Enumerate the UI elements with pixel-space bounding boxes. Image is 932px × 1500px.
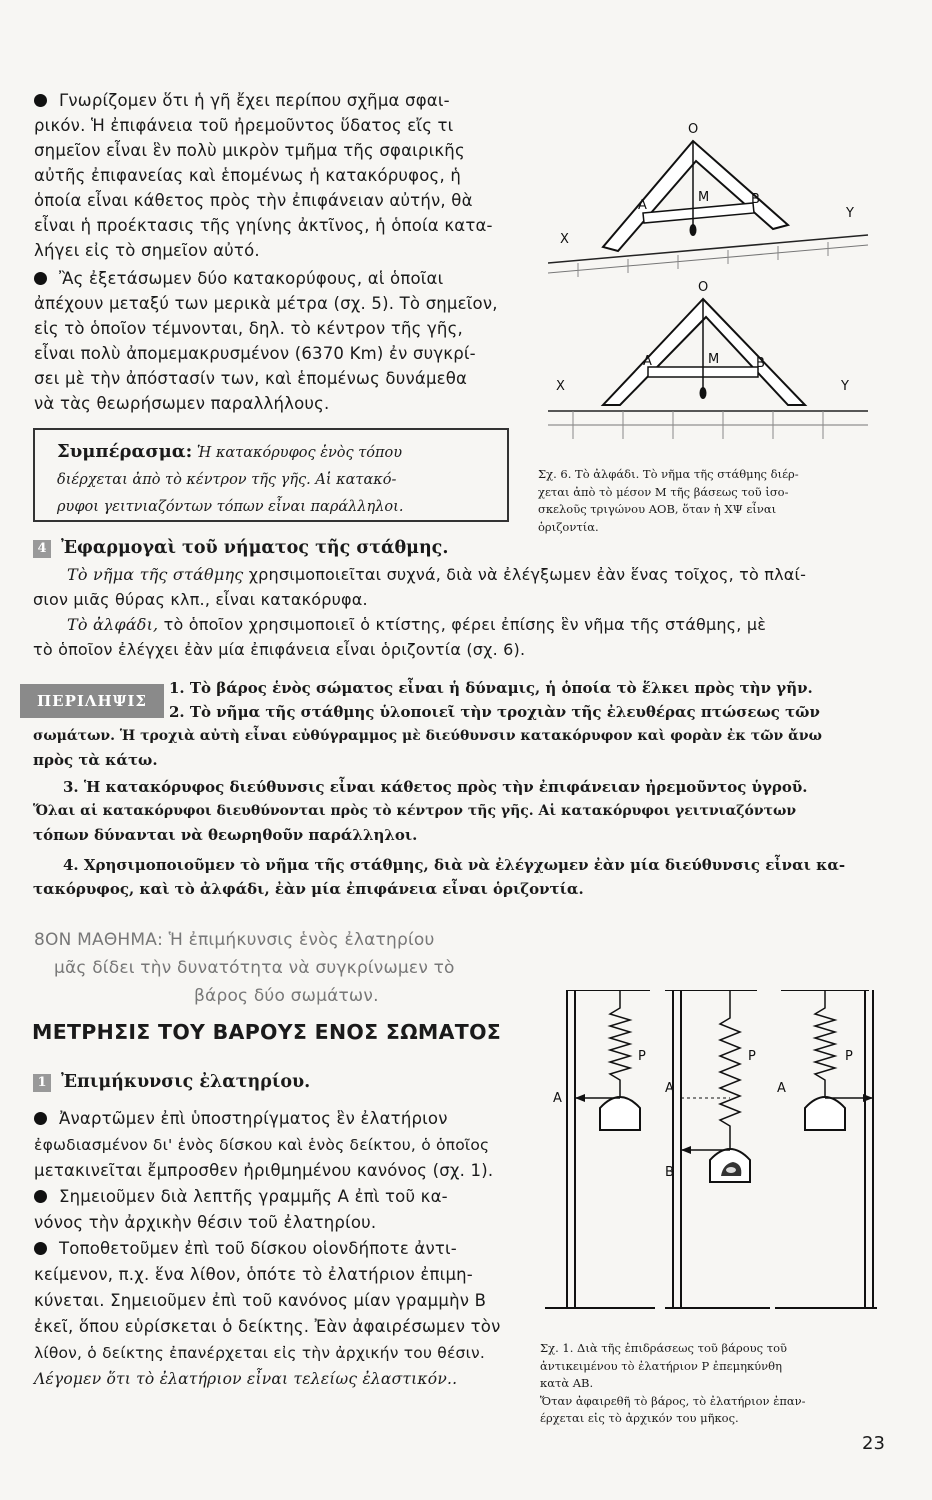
summary-line: τακόρυφος, καὶ τὸ ἀλφάδι, ἐὰν μία ἐπιφάνεια εἶναι ὁριζοντία. — [33, 880, 584, 898]
text-line: ἐφωδιασμένον δι' ἑνὸς δίσκου καὶ ἑνὸς δείκτου, ὁ ὁποῖος — [34, 1136, 490, 1154]
summary-line: 3. Ἡ κατακόρυφος διεύθυνσις εἶναι κάθετος πρὸς τὴν ἐπιφάνειαν ἠρεμοῦντος ὑγροῦ. — [63, 778, 808, 796]
text-line: μετακινεῖται ἔμπροσθεν ἠριθμημένου κανόνος (σχ. 1). — [34, 1161, 494, 1180]
label-b: B — [756, 356, 765, 371]
label-x: X — [560, 232, 569, 247]
text-line: κείμενον, π.χ. ἕνα λίθον, ὁπότε τὸ ἐλατήριον ἐπιμη- — [34, 1265, 473, 1284]
paragraph-applications — [33, 562, 893, 662]
italic-term: Τὸ ἀλφάδι, — [67, 615, 159, 634]
text-line: βάρος δύο σωμάτων. — [194, 986, 379, 1006]
label-p: P — [845, 1049, 853, 1064]
text-line: Γνωρίζομεν ὅτι ἡ γῆ ἔχει περίπου σχῆμα σφαι- — [34, 88, 504, 113]
label-m: M — [698, 190, 710, 205]
text-line: σημεῖον εἶναι ἓν πολὺ μικρὸν τμῆμα τῆς σφαιρικῆς — [34, 141, 465, 160]
text-line: εἰς τὸ ὁποῖον τέμνονται, δηλ. τὸ κέντρον τῆς γῆς, — [34, 319, 463, 338]
chapter-title: ΜΕΤΡΗΣΙΣ ΤΟΥ ΒΑΡΟΥΣ ΕΝΟΣ ΣΩΜΑΤΟΣ — [32, 1020, 502, 1044]
bullet-icon — [34, 272, 47, 285]
paragraph-spring — [34, 1106, 519, 1392]
summary-badge: ΠΕΡΙΛΗΨΙΣ — [20, 684, 164, 718]
text-line: τὸ ὁποῖον ἐλέγχει ἐὰν μία ἐπιφάνεια εἶναι ὁριζοντία (σχ. 6). — [33, 640, 526, 659]
bullet-icon — [34, 94, 47, 107]
label-p: P — [638, 1049, 646, 1064]
text-line: νὰ τὰς θεωρήσωμεν παραλλήλους. — [34, 394, 330, 413]
caption-line: χεται ἀπὸ τὸ μέσον Μ τῆς βάσεως τοῦ ἰσο- — [538, 484, 789, 499]
summary-line: τόπων δύνανται νὰ θεωρηθοῦν παράλληλοι. — [33, 826, 418, 844]
section-title: Ἐφαρμογαὶ τοῦ νήματος τῆς στάθμης. — [61, 538, 449, 558]
label-m: M — [708, 352, 720, 367]
caption-line: ὁριζοντία. — [538, 519, 599, 534]
text-line: μᾶς δίδει τὴν δυνατότητα νὰ συγκρίνωμεν τὸ — [54, 958, 455, 978]
text-line: ὁποία εἶναι κάθετος πρὸς τὴν ἐπιφάνειαν αὐτήν, θὰ — [34, 191, 473, 210]
label-a: A — [643, 354, 652, 369]
bullet-icon — [34, 1190, 47, 1203]
section-number: 1 — [33, 1074, 51, 1092]
label-o: O — [698, 280, 709, 295]
bullet-icon — [34, 1112, 47, 1125]
conclusion-label: Συμπέρασμα: — [57, 441, 193, 462]
conclusion-text: διέρχεται ἀπὸ τὸ κέντρον τῆς γῆς. Αἱ κατακό- — [57, 472, 397, 488]
caption-line: έρχεται εἰς τὸ ἀρχικόν του μῆκος. — [540, 1411, 739, 1425]
bullet-icon — [34, 1242, 47, 1255]
summary-line: πρὸς τὰ κάτω. — [33, 751, 158, 769]
lesson-8-note — [34, 926, 534, 1010]
paragraph-two-verticals — [34, 266, 504, 416]
text-line: ρικόν. Ἡ ἐπιφάνεια τοῦ ἠρεμοῦντος ὕδατος εἴς τι — [34, 116, 454, 135]
label-a: A — [638, 198, 647, 213]
text-line: λήγει εἰς τὸ σημεῖον αὐτό. — [34, 241, 260, 260]
summary-line: 2. Τὸ νῆμα τῆς στάθμης ὑλοποιεῖ τὴν τροχιὰν τῆς ἐλευθέρας πτώσεως τῶν — [169, 703, 820, 721]
caption-line: Σχ. 1. Διὰ τῆς ἐπιδράσεως τοῦ βάρους τοῦ — [540, 1341, 787, 1355]
text-line: νόνος τὴν ἀρχικὴν θέσιν τοῦ ἐλατηρίου. — [34, 1213, 377, 1232]
label-a: A — [777, 1081, 786, 1096]
conclusion-box — [33, 428, 509, 522]
label-a: A — [665, 1081, 674, 1096]
italic-term: Τὸ νῆμα τῆς στάθμης — [67, 565, 244, 584]
figure-1-caption — [540, 1340, 890, 1428]
text-line: Τοποθετοῦμεν ἐπὶ τοῦ δίσκου οἱονδήποτε ἀντι- — [34, 1236, 519, 1262]
label-b: B — [751, 192, 760, 207]
figure-6-spirit-level — [548, 105, 878, 465]
label-y: Y — [846, 206, 854, 221]
summary-line: 1. Τὸ βάρος ἑνὸς σώματος εἶναι ἡ δύναμις, ἡ ὁποία τὸ ἕλκει πρὸς τὴν γῆν. — [169, 679, 813, 697]
text-line: αὐτῆς ἐπιφανείας καὶ ἑπομένως ἡ κατακόρυφος, ἡ — [34, 166, 461, 185]
figure-1-springs — [545, 990, 885, 1315]
text-line: ἐκεῖ, ὅπου εὑρίσκεται ὁ δείκτης. Ἐὰν ἀφαιρέσωμεν τὸν — [34, 1317, 501, 1336]
text-line: ἀπέχουν μεταξύ των μερικὰ μέτρα (σχ. 5). Τὸ σημεῖον, — [34, 294, 498, 313]
summary-line: Ὅλαι αἱ κατακόρυφοι διευθύνονται πρὸς τὸ κέντρον τῆς γῆς. Αἱ κατακόρυφοι γειτνιαζόντων — [33, 803, 797, 819]
text-line: 8ΟΝ ΜΑΘΗΜΑ: Ἡ ἐπιμήκυνσις ἑνὸς ἐλατηρίου — [34, 930, 435, 950]
caption-line: σκελοῦς τριγώνου ΑΟΒ, ὅταν ἡ ΧΨ εἶναι — [538, 502, 777, 516]
text-line: σιον μιᾶς θύρας κλπ., εἶναι κατακόρυφα. — [33, 590, 368, 609]
figure-6-caption — [538, 466, 888, 536]
caption-line: Ὅταν ἀφαιρεθῆ τὸ βάρος, τὸ ἐλατήριον ἐπαν- — [540, 1393, 806, 1408]
text-line: κύνεται. Σημειοῦμεν ἐπὶ τοῦ κανόνος μίαν γραμμὴν Β — [34, 1291, 487, 1310]
label-b: B — [665, 1165, 674, 1180]
caption-line: κατὰ ΑΒ. — [540, 1376, 594, 1390]
text-line: Λέγομεν ὅτι τὸ ἐλατήριον εἶναι τελείως ἐλαστικόν.. — [34, 1370, 458, 1388]
summary-line: 4. Χρησιμοποιοῦμεν τὸ νῆμα τῆς στάθμης, διὰ νὰ ἐλέγχωμεν ἐὰν μία διεύθυνσις εἶναι κα- — [63, 856, 846, 874]
paragraph-spherical-earth — [34, 88, 504, 263]
conclusion-text: Ἡ κατακόρυφος ἑνὸς τόπου — [196, 445, 403, 461]
summary-block — [33, 676, 893, 901]
summary-line: σωμάτων. Ἡ τροχιὰ αὐτὴ εἶναι εὐθύγραμμος μὲ διεύθυνσιν κατακόρυφον καὶ φορὰν ἐκ τῶν ἄνω — [33, 728, 822, 744]
text-line: εἶναι ἡ προέκτασις τῆς γηίνης ἀκτῖνος, ἡ ὁποία κατα- — [34, 216, 493, 235]
label-o: O — [688, 122, 699, 137]
conclusion-text: ρυφοι γειτνιαζόντων τόπων εἶναι παράλληλοι. — [57, 499, 404, 515]
label-p: P — [748, 1049, 756, 1064]
caption-line: Σχ. 6. Τὸ ἀλφάδι. Τὸ νῆμα τῆς στάθμης διέρ- — [538, 467, 799, 481]
text-line: σει μὲ τὴν ἀπόστασίν των, καὶ ἑπομένως δυνάμεθα — [34, 369, 468, 388]
caption-line: ἀντικειμένου τὸ ἐλατήριον Ρ ἐπεμηκύνθη — [540, 1358, 782, 1373]
text-line: Τὸ νῆμα τῆς στάθμης χρησιμοποιεῖται συχνά, διὰ νὰ ἐλέγξωμεν ἐὰν ἕνας τοῖχος, τὸ πλαί- — [67, 565, 807, 584]
text-line: Σημειοῦμεν διὰ λεπτῆς γραμμῆς Α ἐπὶ τοῦ κα- — [34, 1184, 519, 1210]
text-line: Ἂς ἐξετάσωμεν δύο κατακορύφους, αἱ ὁποῖαι — [34, 266, 504, 291]
label-y: Y — [841, 379, 849, 394]
section-number: 4 — [33, 540, 51, 558]
label-a: A — [553, 1091, 562, 1106]
section-1-heading — [33, 1072, 310, 1092]
text-line: Τὸ ἀλφάδι, τὸ ὁποῖον χρησιμοποιεῖ ὁ κτίστης, φέρει ἐπίσης ἓν νῆμα τῆς στάθμης, μὲ — [67, 615, 767, 634]
text-line: εἶναι πολὺ ἀπομεμακρυσμένον (6370 Km) ἐν συγκρί- — [34, 344, 476, 363]
section-4-heading — [33, 538, 448, 558]
label-x: X — [556, 379, 565, 394]
text-line: Ἀναρτῶμεν ἐπὶ ὑποστηρίγματος ἓν ἐλατήριον — [34, 1106, 519, 1132]
page-number: 23 — [862, 1433, 885, 1454]
section-title: Ἐπιμήκυνσις ἐλατηρίου. — [61, 1072, 311, 1092]
text-line: λίθον, ὁ δείκτης ἐπανέρχεται εἰς τὴν ἀρχικήν του θέσιν. — [34, 1344, 485, 1362]
